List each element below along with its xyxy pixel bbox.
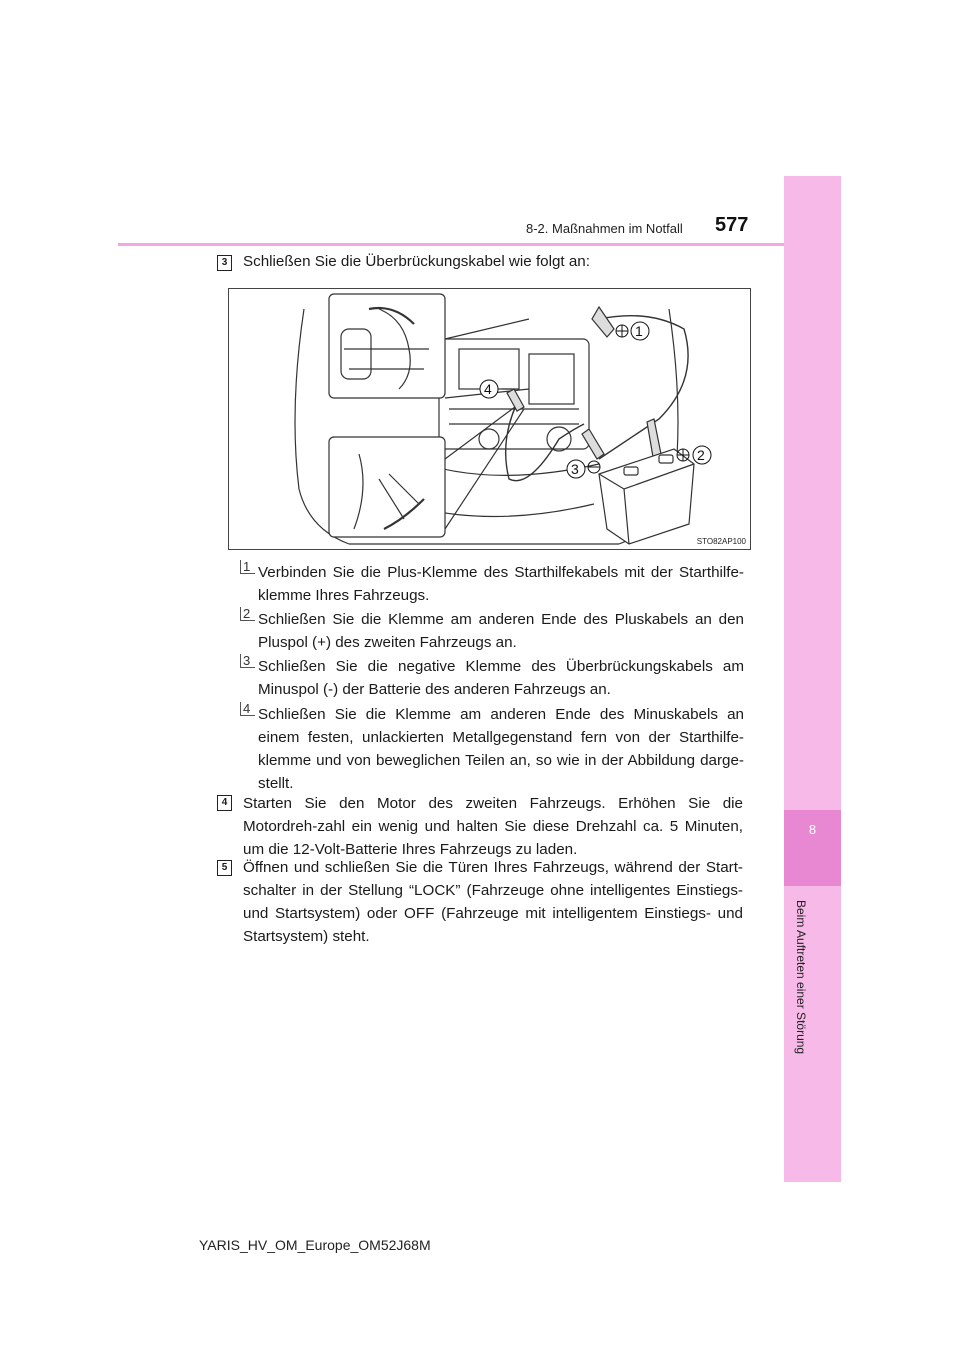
substep-marker-1: 1 <box>240 560 255 574</box>
substep-marker-3: 3 <box>240 654 255 668</box>
step-marker-3: 3 <box>217 255 232 271</box>
page-number: 577 <box>715 214 749 236</box>
chapter-number: 8 <box>808 822 817 837</box>
figure-callout-2: 2 <box>697 447 705 463</box>
figure-callout-1: 1 <box>635 323 643 339</box>
header-rule <box>118 243 784 246</box>
substep-2-text: Schließen Sie die Klemme am anderen Ende des Pluskabels an den Pluspol (+) des zweiten Fahrzeugs an. <box>258 611 744 651</box>
substep-1-text: Verbinden Sie die Plus-Klemme des Starthilfekabels mit der Starthilfe-klemme Ihres Fahrzeugs. <box>258 564 744 604</box>
step-4-text: Starten Sie den Motor des zweiten Fahrzeugs. Erhöhen Sie die Motordreh-zahl ein wenig und halten Sie diese Drehzahl ca. 5 Minuten, um die 12-Volt-Batterie Ihres Fahrzeugs zu laden. <box>243 795 743 858</box>
step-3-text: Schließen Sie die Überbrückungskabel wie folgt an: <box>243 253 590 270</box>
figure-callout-4: 4 <box>484 381 492 397</box>
substep-marker-2: 2 <box>240 607 255 621</box>
substep-marker-4: 4 <box>240 702 255 716</box>
jump-start-figure <box>228 288 751 550</box>
chapter-title: Beim Auftreten einer Störung <box>794 900 808 1055</box>
engine-bay-illustration <box>229 289 750 549</box>
figure-callout-3: 3 <box>571 461 579 477</box>
step-marker-5: 5 <box>217 860 232 876</box>
step-marker-4: 4 <box>217 795 232 811</box>
figure-code: STO82AP100 <box>696 537 746 546</box>
substep-4-text: Schließen Sie die Klemme am anderen Ende des Minuskabels an einem festen, unlackierten Metallgegenstand fern von der Starthilfe-klemme und von beweglichen Teilen an, so wie in der Abbildung darge-stellt. <box>258 706 744 792</box>
section-title: 8-2. Maßnahmen im Notfall <box>526 221 683 236</box>
document-id: YARIS_HV_OM_Europe_OM52J68M <box>199 1237 431 1253</box>
substep-3-text: Schließen Sie die negative Klemme des Überbrückungskabels am Minuspol (-) der Batterie des anderen Fahrzeugs an. <box>258 658 744 698</box>
step-5-text: Öffnen und schließen Sie die Türen Ihres Fahrzeugs, während der Start-schalter in der Stellung “LOCK” (Fahrzeuge ohne intelligentes Einstiegs- und Startsystem) oder OFF (Fahrzeuge mit intelligentem Einstiegs- und Startsystem) steht. <box>243 859 743 945</box>
